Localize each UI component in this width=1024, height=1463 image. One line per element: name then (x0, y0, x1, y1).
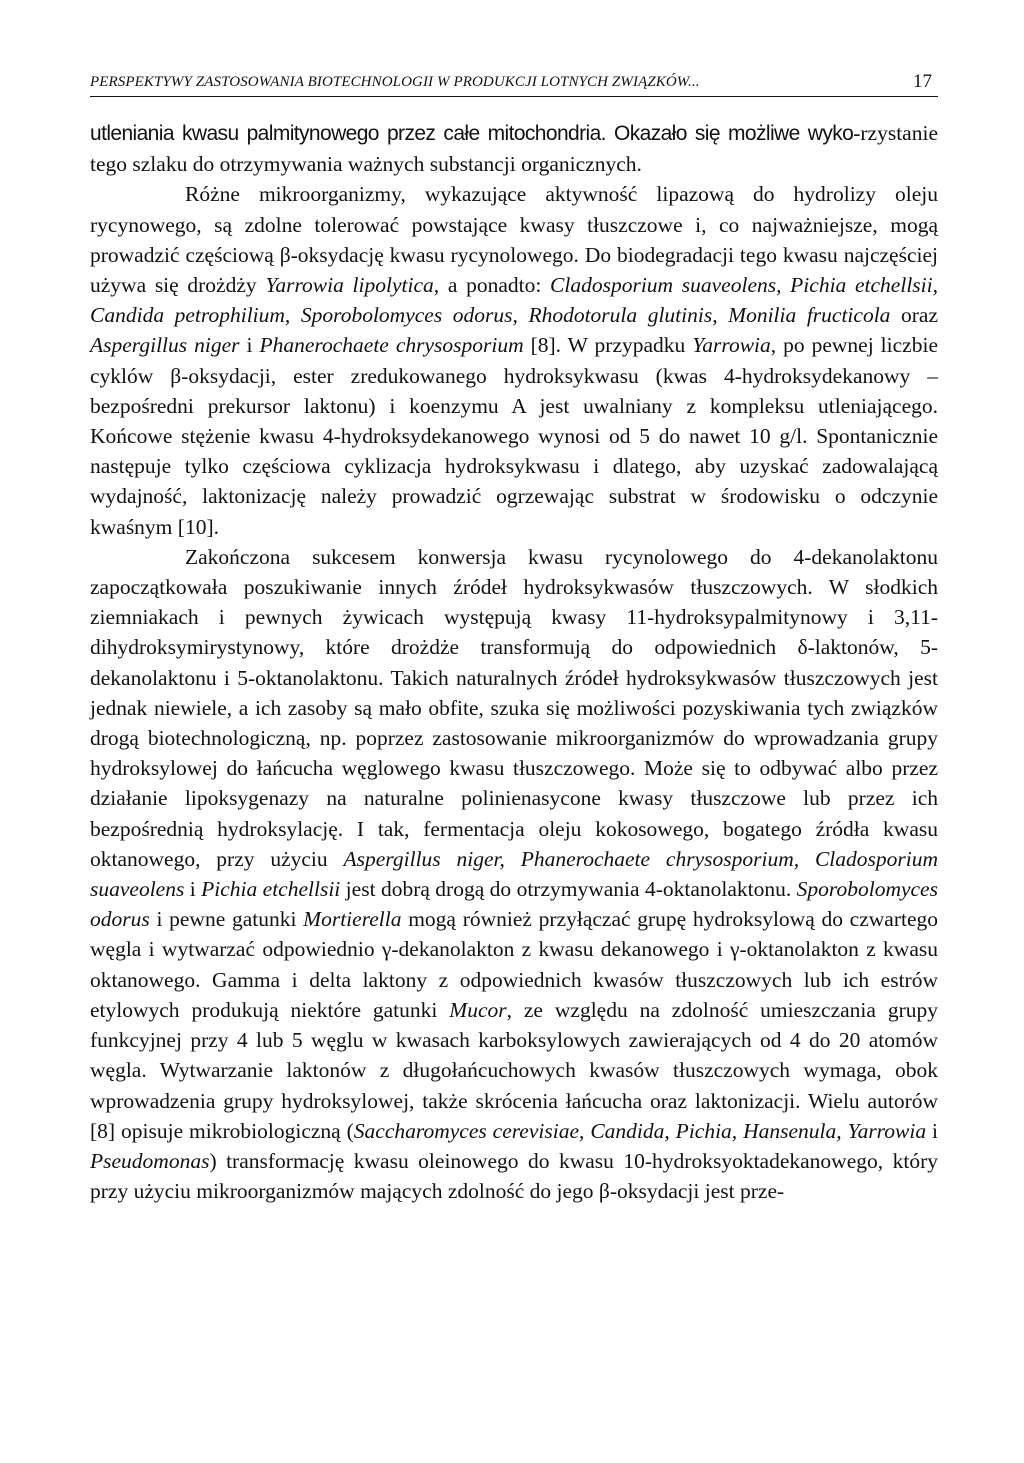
paragraph-1-lead: utleniania kwasu palmitynowego przez całe mitochondria. Okazało się możliwe wyko (90, 122, 854, 145)
text-run: , a ponadto: (433, 273, 551, 298)
species-name: Aspergillus niger, Phanerochaete chrysosporium, Cladosporium suaveolens (90, 846, 938, 902)
text-run: i (239, 333, 260, 358)
species-name: Yarrowia lipolytica (265, 273, 434, 298)
species-name: Pichia etchellsii (201, 877, 341, 902)
species-name: Cladosporium suaveolens, Pichia etchellsii, Candida petrophilium, Sporobolomyces odorus, Rhodotorula glutinis, Monilia fructicola (90, 273, 938, 328)
species-name: Saccharomyces cerevisiae, Candida, Pichia, Hansenula, Yarrowia (353, 1118, 927, 1143)
text-run: ) transformację kwasu oleinowego do kwasu 10-hydroksyoktadekanowego, który przy użyciu mikroorganizmów mających zdolność do jego β-oksydacji jest prze- (90, 1148, 938, 1204)
running-title: PERSPEKTYWY ZASTOSOWANIA BIOTECHNOLOGII W PRODUKCJI LOTNYCH ZWIĄZKÓW... (90, 74, 700, 90)
text-run: i (926, 1118, 938, 1143)
paragraph-3 (90, 542, 938, 1206)
text-run: [8]. W przypadku (523, 333, 693, 358)
species-name: Mucor (449, 997, 507, 1022)
page-number: 17 (913, 71, 932, 92)
body-text (90, 118, 938, 1206)
text-run: i (184, 877, 202, 902)
paragraph-2 (90, 179, 938, 541)
paragraph-1 (90, 118, 938, 179)
species-name: Phanerochaete chrysosporium (259, 333, 524, 358)
text-run: , po pewnej liczbie cyklów β-oksydacji, ester zredukowanego hydroksykwasu (kwas 4-hydroksydekanowy – bezpośredni prekursor laktonu) i koenzymu A jest uwalniany z kompleksu utleniającego. Końcowe stężenie kwasu 4-hydroksydekanowego wynosi od 5 do nawet 10 g/l. Spontanicznie następuje tylko częściowa cyklizacja hydroksykwasu i dlatego, aby uzyskać zadowalającą wydajność, laktonizację należy prowadzić ogrzewając substrat w środowisku o odczynie kwaśnym [10]. (90, 333, 938, 539)
text-run: Zakończona sukcesem konwersja kwasu rycynolowego do 4-dekanolaktonu zapoczątkowała poszukiwanie innych źródeł hydroksykwasów tłuszczowych. W słodkich ziemniakach i pewnych żywicach występują kwasy 11-hydroksypalmitynowy i 3,11-dihydroksymirystynowy, które drożdże transformują do odpowiednich δ-laktonów, 5-dekanolaktonu i 5-oktanolaktonu. Takich naturalnych źródeł hydroksykwasów tłuszczowych jest jednak niewiele, a ich zasoby są mało obfite, szuka się możliwości pozyskiwania tych związków drogą biotechnologiczną, np. poprzez zastosowanie mikroorganizmów do wprowadzania grupy hydroksylowej do łańcucha węglowego kwasu tłuszczowego. Może się to odbywać albo przez działanie lipoksygenazy na naturalne polinienasycone kwasy tłuszczowe lub przez ich bezpośrednią hydroksylację. I tak, fermentacja oleju kokosowego, bogatego źródła kwasu oktanowego, przy użyciu (90, 544, 938, 871)
species-name: Yarrowia (692, 333, 771, 358)
text-run: mogą również przyłączać grupę hydroksylową do czwartego węgla i wytwarzać odpowiednio γ-dekanolakton z kwasu dekanowego i γ-oktanolakton z kwasu oktanowego. Gamma i delta laktony z odpowiednich kwasów tłuszczowych lub ich estrów etylowych produkują niektóre gatunki (90, 907, 938, 1022)
running-header (90, 60, 938, 97)
species-name: Mortierella (303, 907, 402, 932)
species-name: Sporobolomyces odorus (90, 877, 938, 932)
species-name: Aspergillus niger (90, 333, 240, 358)
text-run: oraz (890, 303, 938, 328)
text-run: Różne mikroorganizmy, wykazujące aktywność lipazową do hydrolizy oleju rycynowego, są zdolne tolerować powstające kwasy tłuszczowe i, co najważniejsze, mogą prowadzić częściową β-oksydację kwasu rycynolowego. Do biodegradacji tego kwasu najczęściej używa się drożdży (90, 182, 938, 298)
paragraph-1-text: -rzystanie tego szlaku do otrzymywania ważnych substancji organicznych. (90, 121, 938, 177)
text-run: jest dobrą drogą do otrzymywania 4-oktanolaktonu. (340, 877, 797, 902)
species-name: Pseudomonas (90, 1148, 210, 1173)
text-run: , ze względu na zdolność umieszczania grupy funkcyjnej przy 4 lub 5 węglu w kwasach karboksylowych zawierających od 4 do 20 atomów węgla. Wytwarzanie laktonów z długołańcuchowych kwasów tłuszczowych wymaga, obok wprowadzenia grupy hydroksylowej, także skrócenia łańcucha oraz laktonizacji. Wielu autorów [8] opisuje mikrobiologiczną ( (90, 997, 938, 1143)
text-run: i pewne gatunki (149, 907, 304, 932)
